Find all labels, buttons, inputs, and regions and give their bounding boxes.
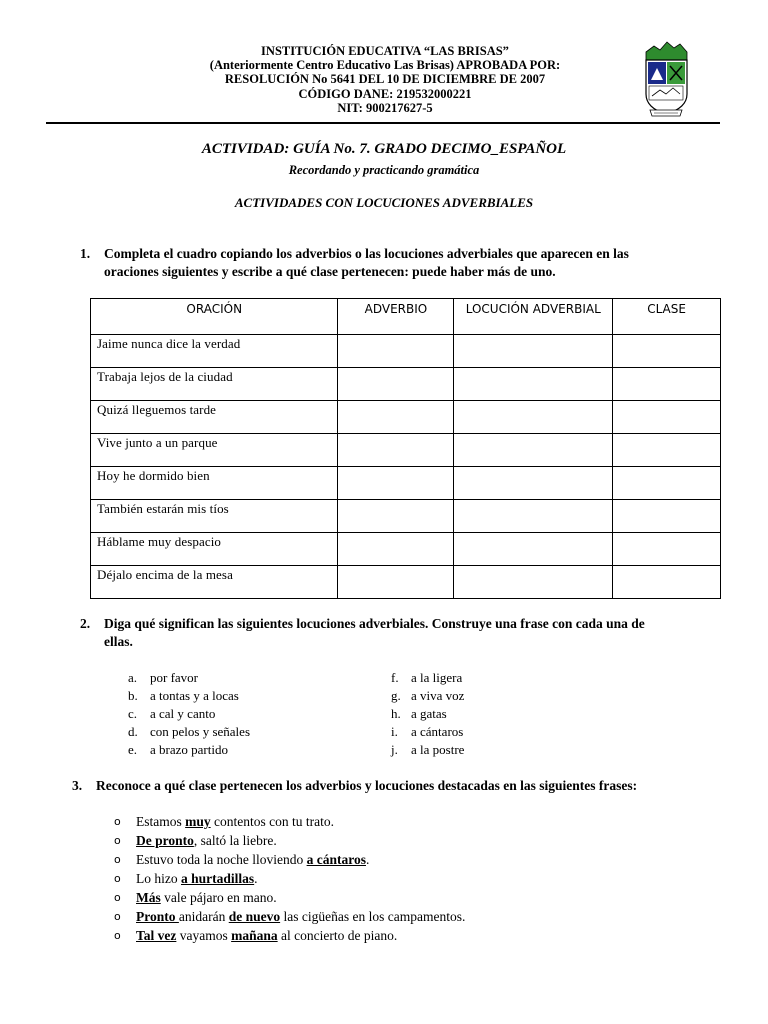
sentence-segment: , saltó la liebre. — [193, 833, 277, 848]
sentence-segment: . — [365, 852, 370, 867]
list-item — [391, 723, 591, 741]
sentence-cell: Hoy he dormido bien — [91, 467, 338, 500]
item-letter: j. — [391, 742, 398, 757]
sentence-segment: contentos con tu trato. — [210, 814, 334, 829]
highlighted-adverb: Pronto — [136, 909, 179, 924]
sentence-text — [136, 812, 334, 831]
q2-number: 2. — [80, 616, 91, 631]
sentence-segment: vayamos — [176, 928, 232, 943]
header-divider — [46, 122, 720, 124]
item-letter: i. — [391, 724, 398, 739]
q2-prompt — [104, 615, 724, 651]
item-letter: c. — [128, 706, 138, 721]
locucion-answer-cell[interactable] — [454, 467, 613, 500]
item-letter: g. — [391, 688, 401, 703]
sentence-text — [136, 850, 369, 869]
sentence-cell: Vive junto a un parque — [91, 434, 338, 467]
item-letter: d. — [128, 724, 138, 739]
item-text: con pelos y señales — [150, 724, 251, 739]
adverbio-answer-cell[interactable] — [338, 368, 454, 401]
adverbio-answer-cell[interactable] — [338, 335, 454, 368]
sentence-text — [136, 831, 277, 850]
sentence-segment: . — [254, 871, 258, 886]
q1-prompt — [104, 245, 724, 281]
bullet-marker: o — [114, 815, 121, 828]
item-letter: f. — [391, 670, 399, 685]
highlighted-adverb: de nuevo — [228, 909, 281, 924]
highlighted-adverb: Más — [136, 890, 161, 905]
locution-list-left — [128, 669, 348, 759]
q2-line1: Diga qué significan las siguientes locuciones adverbiales. Construye una frase con cada una de — [104, 616, 645, 631]
clase-answer-cell[interactable] — [613, 566, 721, 599]
col-adverbio: ADVERBIO — [338, 299, 454, 335]
sentence-segment: Estamos — [136, 814, 186, 829]
list-item — [391, 741, 591, 759]
school-crest-logo — [640, 38, 692, 120]
list-item — [391, 705, 591, 723]
table-row — [91, 500, 721, 533]
table-row — [91, 335, 721, 368]
clase-answer-cell[interactable] — [613, 434, 721, 467]
section-title: ACTIVIDADES CON LOCUCIONES ADVERBIALES — [234, 195, 534, 210]
adverb-table — [90, 298, 721, 599]
highlighted-adverb: a cántaros — [306, 852, 366, 867]
locucion-answer-cell[interactable] — [454, 566, 613, 599]
q3-prompt: Reconoce a qué clase pertenecen los adverbios y locuciones destacadas en las siguientes frases: — [96, 778, 638, 793]
item-text: a brazo partido — [150, 742, 228, 757]
locucion-answer-cell[interactable] — [454, 335, 613, 368]
table-row — [91, 401, 721, 434]
col-locucion: LOCUCIÓN ADVERBIAL — [454, 299, 613, 335]
item-text: a la ligera — [411, 670, 463, 685]
dane-code: CÓDIGO DANE: 219532000221 — [298, 86, 472, 101]
locucion-answer-cell[interactable] — [454, 401, 613, 434]
sentence-segment: las cigüeñas en los campamentos. — [280, 909, 466, 924]
highlighted-adverb: a hurtadillas — [181, 871, 255, 886]
clase-answer-cell[interactable] — [613, 467, 721, 500]
bullet-marker: o — [114, 929, 121, 942]
document-header — [0, 0, 768, 124]
sentence-segment: Estuvo toda la noche lloviendo — [136, 852, 307, 867]
sentence-segment: al concierto de piano. — [277, 928, 398, 943]
resolution: RESOLUCIÓN No 5641 DEL 10 DE DICIEMBRE DE 2007 — [224, 72, 546, 87]
list-item — [128, 723, 348, 741]
sentence-cell: Déjalo encima de la mesa — [91, 566, 338, 599]
activity-subtitle: Recordando y practicando gramática — [288, 163, 480, 177]
clase-answer-cell[interactable] — [613, 401, 721, 434]
list-item — [128, 705, 348, 723]
locucion-answer-cell[interactable] — [454, 434, 613, 467]
bullet-marker: o — [114, 853, 121, 866]
item-text: a gatas — [411, 706, 447, 721]
highlighted-adverb: muy — [185, 814, 211, 829]
list-item — [128, 669, 348, 687]
bullet-marker: o — [114, 891, 121, 904]
adverbio-answer-cell[interactable] — [338, 500, 454, 533]
activity-title: ACTIVIDAD: GUÍA No. 7. GRADO DECIMO_ESPAÑOL — [201, 141, 567, 157]
adverbio-answer-cell[interactable] — [338, 467, 454, 500]
sentence-cell: También estarán mis tíos — [91, 500, 338, 533]
q3-number: 3. — [72, 778, 83, 793]
sentence-text — [136, 907, 465, 926]
table-row — [91, 434, 721, 467]
table-row — [91, 566, 721, 599]
adverbio-answer-cell[interactable] — [338, 566, 454, 599]
bullet-marker: o — [114, 872, 121, 885]
list-item — [391, 687, 591, 705]
q1-line1: Completa el cuadro copiando los adverbios o las locuciones adverbiales que aparecen en las — [104, 246, 629, 261]
sentence-segment: vale pájaro en mano. — [160, 890, 277, 905]
col-oracion: ORACIÓN — [91, 299, 338, 335]
institution-former-name: (Anteriormente Centro Educativo Las Brisas) APROBADA POR: — [209, 58, 561, 73]
highlighted-adverb: De pronto — [136, 833, 194, 848]
sentence-segment: Lo hizo — [136, 871, 181, 886]
bullet-marker: o — [114, 910, 121, 923]
sentence-cell: Jaime nunca dice la verdad — [91, 335, 338, 368]
institution-name: INSTITUCIÓN EDUCATIVA “LAS BRISAS” — [261, 44, 509, 58]
clase-answer-cell[interactable] — [613, 335, 721, 368]
locucion-answer-cell[interactable] — [454, 368, 613, 401]
q1-line2: oraciones siguientes y escribe a qué clase pertenecen: puede haber más de uno. — [104, 264, 556, 279]
item-text: por favor — [150, 670, 199, 685]
clase-answer-cell[interactable] — [613, 533, 721, 566]
table-header-row — [91, 299, 721, 335]
item-text: a la postre — [411, 742, 465, 757]
table-row — [91, 368, 721, 401]
adverbio-answer-cell[interactable] — [338, 533, 454, 566]
list-item — [128, 741, 348, 759]
table-row — [91, 467, 721, 500]
item-text: a cántaros — [411, 724, 464, 739]
bullet-marker: o — [114, 834, 121, 847]
item-letter: h. — [391, 706, 401, 721]
locucion-answer-cell[interactable] — [454, 533, 613, 566]
item-text: a viva voz — [411, 688, 465, 703]
sentence-cell: Quizá lleguemos tarde — [91, 401, 338, 434]
sentence-text — [136, 926, 397, 945]
sentence-text — [136, 888, 277, 907]
item-letter: b. — [128, 688, 138, 703]
adverbio-answer-cell[interactable] — [338, 434, 454, 467]
highlighted-adverb: mañana — [231, 928, 278, 943]
sentence-cell: Háblame muy despacio — [91, 533, 338, 566]
item-text: a cal y canto — [150, 706, 216, 721]
institution-info — [160, 44, 610, 115]
sentence-cell: Trabaja lejos de la ciudad — [91, 368, 338, 401]
sentence-text — [136, 869, 258, 888]
adverbio-answer-cell[interactable] — [338, 401, 454, 434]
sentence-segment: anidarán — [178, 909, 229, 924]
clase-answer-cell[interactable] — [613, 500, 721, 533]
locution-list-right — [391, 669, 591, 759]
list-item — [391, 669, 591, 687]
item-letter: a. — [128, 670, 138, 685]
item-text: a tontas y a locas — [150, 688, 239, 703]
locucion-answer-cell[interactable] — [454, 500, 613, 533]
list-item — [128, 687, 348, 705]
q2-line2: ellas. — [104, 634, 133, 649]
col-clase: CLASE — [613, 299, 721, 335]
item-letter: e. — [128, 742, 138, 757]
q1-number: 1. — [80, 246, 91, 261]
table-row — [91, 533, 721, 566]
highlighted-adverb: Tal vez — [136, 928, 177, 943]
nit: NIT: 900217627-5 — [337, 100, 433, 115]
clase-answer-cell[interactable] — [613, 368, 721, 401]
